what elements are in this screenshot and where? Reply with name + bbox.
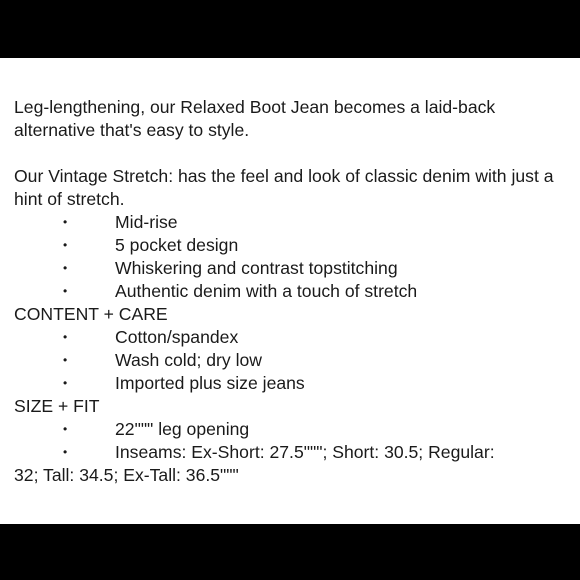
list-item xyxy=(14,326,570,349)
stretch-paragraph: Our Vintage Stretch: has the feel and look of classic denim with just a hint of stretch. xyxy=(14,166,554,209)
bullet-icon: • xyxy=(63,353,68,367)
size-fit-list xyxy=(14,418,570,487)
list-item xyxy=(14,349,570,372)
inseams-text-line2: 32; Tall: 34.5; Ex-Tall: 36.5""" xyxy=(14,465,239,485)
list-item xyxy=(14,280,570,303)
bullet-icon: • xyxy=(63,238,68,252)
list-item-text: Authentic denim with a touch of stretch xyxy=(115,281,418,301)
bullet-icon: • xyxy=(63,284,68,298)
bullet-icon: • xyxy=(63,261,68,275)
list-item xyxy=(14,211,570,234)
list-item xyxy=(14,257,570,280)
product-description xyxy=(14,96,570,487)
intro-paragraph: Leg-lengthening, our Relaxed Boot Jean becomes a laid-back alternative that's easy to style. xyxy=(14,97,496,140)
content-care-list xyxy=(14,326,570,395)
list-item-text: Wash cold; dry low xyxy=(115,350,262,370)
paragraph-gap xyxy=(14,142,570,165)
description-panel xyxy=(0,58,580,524)
bullet-icon: • xyxy=(63,445,68,459)
bullet-icon: • xyxy=(63,376,68,390)
list-item xyxy=(14,418,570,441)
list-item xyxy=(14,234,570,257)
content-care-heading: CONTENT + CARE xyxy=(14,304,168,324)
list-item-text: Cotton/spandex xyxy=(115,327,239,347)
list-item-continuation xyxy=(14,464,570,487)
list-item xyxy=(14,441,570,464)
bullet-icon: • xyxy=(63,330,68,344)
bullet-icon: • xyxy=(63,422,68,436)
bullet-icon: • xyxy=(63,215,68,229)
list-item-text: Imported plus size jeans xyxy=(115,373,305,393)
list-item-text: 5 pocket design xyxy=(115,235,239,255)
list-item-text: Mid-rise xyxy=(115,212,178,232)
features-list xyxy=(14,211,570,303)
leg-opening-text: 22""" leg opening xyxy=(115,419,250,439)
list-item xyxy=(14,372,570,395)
inseams-text-line1: Inseams: Ex-Short: 27.5"""; Short: 30.5; Regular: xyxy=(115,442,495,462)
size-fit-heading: SIZE + FIT xyxy=(14,396,100,416)
list-item-text: Whiskering and contrast topstitching xyxy=(115,258,398,278)
